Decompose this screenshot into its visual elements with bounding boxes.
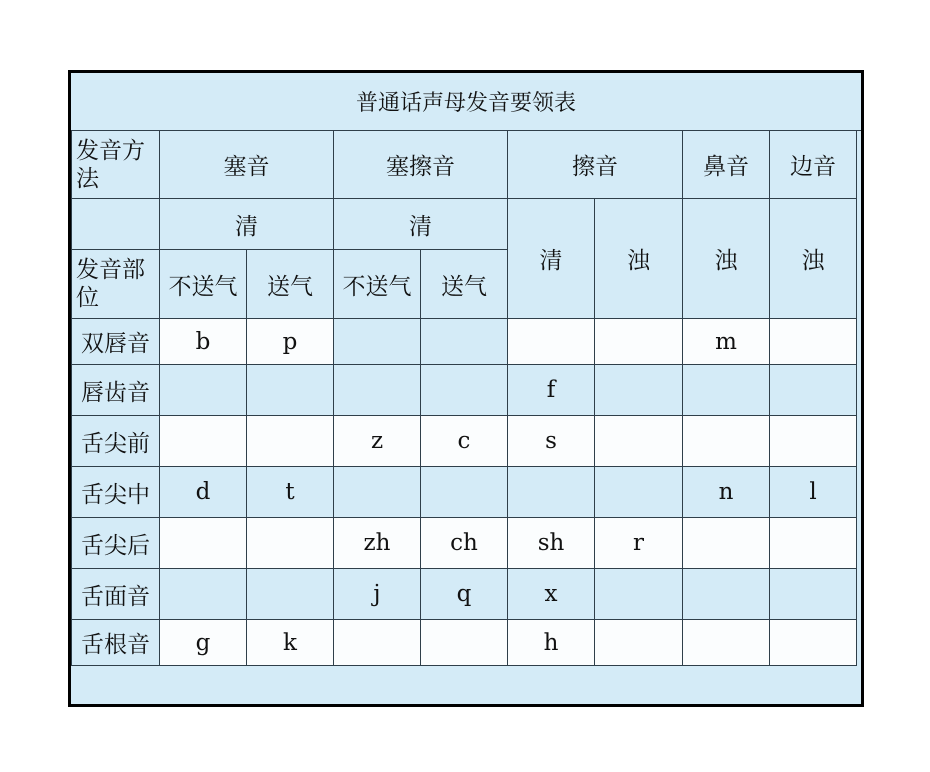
place-of-articulation: 舌尖后 (72, 518, 160, 569)
voicing-fricative-voiceless: 清 (508, 199, 595, 319)
place-of-articulation: 舌面音 (72, 569, 160, 620)
place-of-articulation: 舌根音 (72, 620, 160, 666)
initial-cell (770, 620, 857, 666)
initial-cell: x (508, 569, 595, 620)
initial-cell: k (247, 620, 334, 666)
initial-cell: sh (508, 518, 595, 569)
initial-cell: zh (334, 518, 421, 569)
initial-cell: j (334, 569, 421, 620)
initial-cell: d (160, 467, 247, 518)
initial-cell: p (247, 319, 334, 365)
initial-cell (334, 319, 421, 365)
initial-cell (770, 416, 857, 467)
initial-cell (421, 319, 508, 365)
initial-cell (595, 365, 683, 416)
initial-cell (421, 365, 508, 416)
initial-cell (247, 416, 334, 467)
initial-cell: c (421, 416, 508, 467)
table-row (72, 518, 857, 569)
initial-cell (770, 365, 857, 416)
method-label: 发音方法 (72, 131, 160, 199)
initial-cell: h (508, 620, 595, 666)
manner-nasal: 鼻音 (683, 131, 770, 199)
voicing-affricate: 清 (334, 199, 508, 250)
initials-table (71, 130, 857, 666)
table-frame (68, 70, 864, 707)
initial-cell: g (160, 620, 247, 666)
initial-cell (247, 365, 334, 416)
table-title: 普通话声母发音要领表 (71, 73, 861, 131)
manner-fricative: 擦音 (508, 131, 683, 199)
initial-cell: n (683, 467, 770, 518)
aspiration-stop-unaspirated: 不送气 (160, 250, 247, 319)
initial-cell: r (595, 518, 683, 569)
initial-cell (683, 416, 770, 467)
aspiration-stop-aspirated: 送气 (247, 250, 334, 319)
place-of-articulation: 舌尖前 (72, 416, 160, 467)
place-of-articulation: 双唇音 (72, 319, 160, 365)
table-row (72, 569, 857, 620)
initial-cell (421, 620, 508, 666)
voicing-stop: 清 (160, 199, 334, 250)
manner-affricate: 塞擦音 (334, 131, 508, 199)
initial-cell: b (160, 319, 247, 365)
table-row (72, 365, 857, 416)
initial-cell (595, 416, 683, 467)
header-blank-cell (72, 199, 160, 250)
initial-cell (770, 518, 857, 569)
place-of-articulation: 唇齿音 (72, 365, 160, 416)
table-row (72, 620, 857, 666)
initial-cell (508, 319, 595, 365)
initial-cell (683, 569, 770, 620)
aspiration-affricate-aspirated: 送气 (421, 250, 508, 319)
table-row (72, 467, 857, 518)
initial-cell (683, 518, 770, 569)
initial-cell (160, 365, 247, 416)
initial-cell (247, 569, 334, 620)
initial-cell (421, 467, 508, 518)
initial-cell (247, 518, 334, 569)
initial-cell (595, 319, 683, 365)
initial-cell (683, 365, 770, 416)
initial-cell (334, 620, 421, 666)
initial-cell: s (508, 416, 595, 467)
initial-cell: m (683, 319, 770, 365)
table-row (72, 416, 857, 467)
initial-cell (770, 319, 857, 365)
voicing-nasal: 浊 (683, 199, 770, 319)
initial-cell (160, 569, 247, 620)
initial-cell: z (334, 416, 421, 467)
place-of-articulation: 舌尖中 (72, 467, 160, 518)
initial-cell (595, 467, 683, 518)
initial-cell: q (421, 569, 508, 620)
table-row (72, 319, 857, 365)
initial-cell (334, 467, 421, 518)
initial-cell (508, 467, 595, 518)
initial-cell (683, 620, 770, 666)
initial-cell (334, 365, 421, 416)
initial-cell (770, 569, 857, 620)
manner-stop: 塞音 (160, 131, 334, 199)
initial-cell (595, 569, 683, 620)
voicing-lateral: 浊 (770, 199, 857, 319)
initial-cell (595, 620, 683, 666)
aspiration-affricate-unaspirated: 不送气 (334, 250, 421, 319)
place-label: 发音部位 (72, 250, 160, 319)
initial-cell: ch (421, 518, 508, 569)
initial-cell: f (508, 365, 595, 416)
initial-cell: t (247, 467, 334, 518)
manner-lateral: 边音 (770, 131, 857, 199)
initial-cell: l (770, 467, 857, 518)
voicing-fricative-voiced: 浊 (595, 199, 683, 319)
initial-cell (160, 518, 247, 569)
initial-cell (160, 416, 247, 467)
